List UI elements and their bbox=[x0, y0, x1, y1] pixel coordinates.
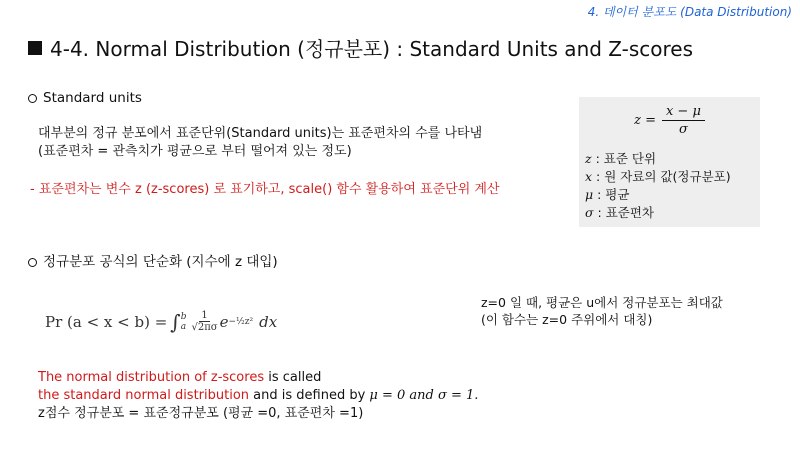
z-formula-fraction bbox=[662, 103, 705, 138]
z-zero-note-line-1: z=0 일 때, 평균은 u에서 정규분포는 최대값 bbox=[481, 295, 723, 310]
section-standard-units bbox=[28, 90, 142, 106]
slide-title bbox=[28, 33, 693, 62]
z-zero-note-line-2: (이 함수는 z=0 주위에서 대칭) bbox=[481, 312, 653, 327]
z-formula-numerator: x − μ bbox=[662, 103, 705, 121]
section-heading: Standard units bbox=[43, 90, 142, 106]
section-heading: 정규분포 공식의 단순화 (지수에 z 대입) bbox=[43, 254, 278, 270]
slide-title-text: 4-4. Normal Distribution (정규분포) : Standard Units and Z-scores bbox=[50, 37, 694, 61]
description-line-2: (표준편차 = 관측치가 평균으로 부터 떨어져 있는 정도) bbox=[38, 144, 352, 159]
upper-limit: b bbox=[180, 312, 187, 322]
definition-mu: μ : 평균 bbox=[585, 187, 630, 202]
variable-definitions bbox=[585, 150, 731, 222]
definition-line-3: z점수 정규분포 = 표준정규분포 (평균 =0, 표준편차 =1) bbox=[38, 406, 364, 421]
pdf-lhs: Pr (a < x < b) = bbox=[45, 313, 168, 331]
chapter-label: 4. 데이터 분포도 (Data Distribution) bbox=[587, 5, 792, 19]
z-formula bbox=[579, 103, 760, 138]
definition-x: x : 원 자료의 값(정규분포) bbox=[585, 169, 731, 184]
exp-base: e bbox=[219, 313, 229, 331]
pdf-fraction-denominator: √2πσ bbox=[191, 322, 218, 333]
standard-units-description bbox=[38, 125, 482, 161]
z-formula-lhs: z = bbox=[634, 113, 656, 128]
pdf-fraction bbox=[191, 310, 217, 334]
integral-sign: ∫ bbox=[170, 310, 181, 334]
z-score-note: - 표준편차는 변수 z (z-scores) 로 표기하고, scale() 함수 활용하여 표준단위 계산 bbox=[30, 182, 500, 197]
circle-bullet-icon bbox=[28, 258, 37, 267]
z-formula-box bbox=[579, 97, 760, 227]
description-line-1: 대부분의 정규 분포에서 표준단위(Standard units)는 표준편차의 수를 나타냄 bbox=[38, 126, 483, 141]
definition-sigma: σ : 표준편차 bbox=[585, 205, 655, 220]
square-bullet-icon bbox=[28, 41, 42, 55]
z-formula-denominator: σ bbox=[679, 122, 688, 137]
z-zero-note bbox=[481, 294, 723, 328]
section-simplification bbox=[28, 250, 278, 270]
definition-z: z : 표준 단위 bbox=[585, 151, 657, 166]
exponent: −½z² bbox=[228, 317, 254, 327]
definition-line-2: the standard normal distribution and is defined by μ = 0 and σ = 1. bbox=[38, 388, 479, 403]
standard-normal-definition bbox=[38, 369, 478, 423]
probability-formula bbox=[45, 310, 277, 334]
pdf-fraction-numerator: 1 bbox=[201, 310, 208, 321]
lower-limit: a bbox=[180, 322, 187, 332]
definition-line-1: The normal distribution of z-scores is called bbox=[38, 370, 322, 385]
integral-limits bbox=[181, 312, 187, 332]
differential: dx bbox=[259, 313, 278, 331]
circle-bullet-icon bbox=[28, 94, 37, 103]
